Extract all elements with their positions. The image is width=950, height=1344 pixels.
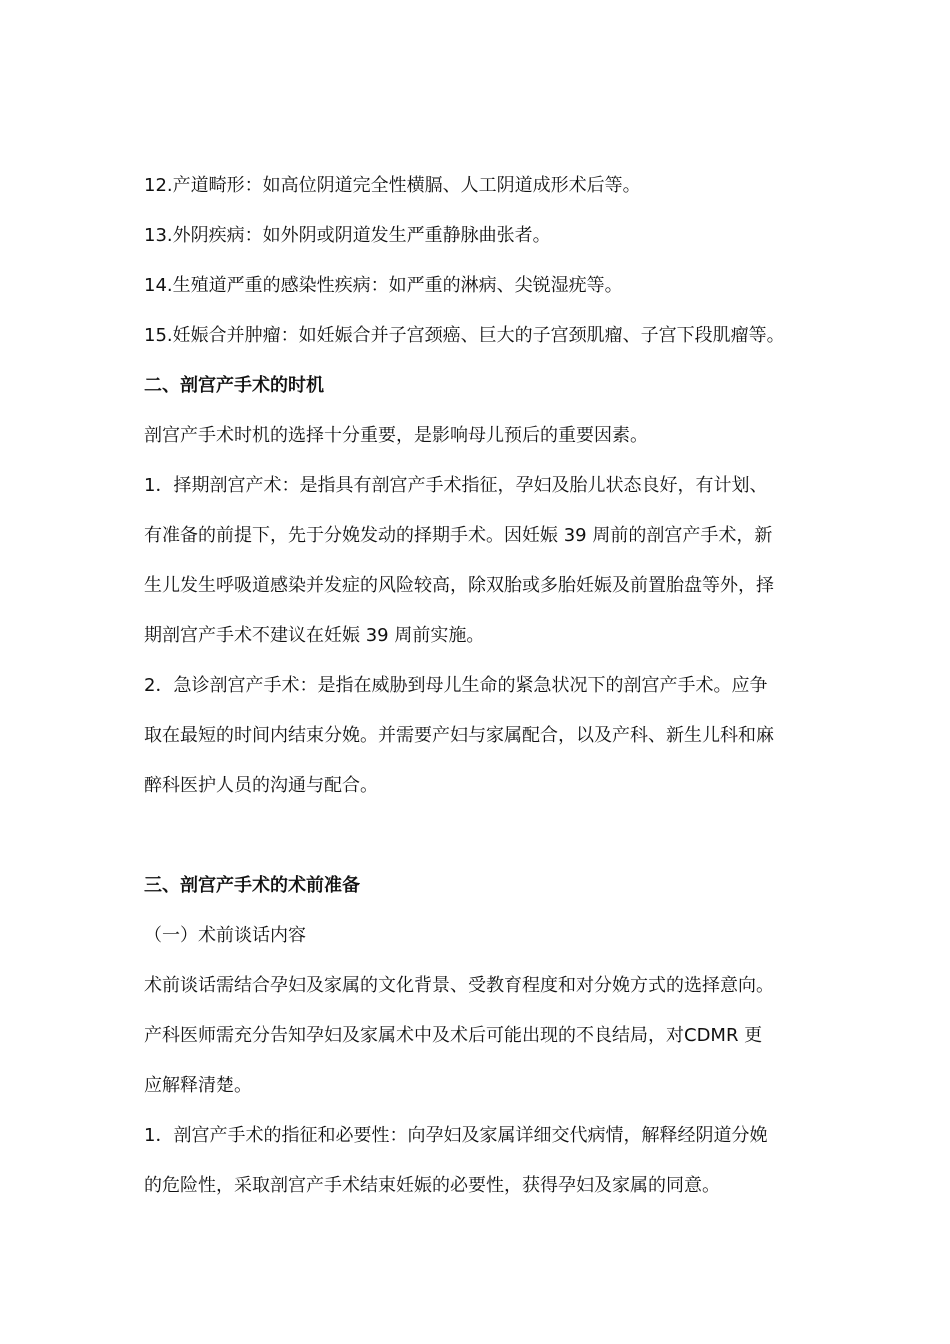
text-line-15-tumor: 15.妊娠合并肿瘤：如妊娠合并子宫颈癌、巨大的子宫颈肌瘤、子宫下段肌瘤等。 (144, 325, 785, 346)
text-line-emergency-3: 醉科医护人员的沟通与配合。 (144, 775, 378, 796)
text-line-elective-3: 生儿发生呼吸道感染并发症的风险较高，除双胎或多胎妊娠及前置胎盘等外，择 (144, 575, 774, 596)
text-line-indication-1: 1．剖宫产手术的指征和必要性：向孕妇及家属详细交代病情，解释经阴道分娩 (144, 1125, 768, 1146)
text-line-elective-2: 有准备的前提下，先于分娩发动的择期手术。因妊娠 39 周前的剖宫产手术，新 (144, 525, 773, 546)
text-line-14-infection: 14.生殖道严重的感染性疾病：如严重的淋病、尖锐湿疣等。 (144, 275, 623, 296)
text-line-timing-intro: 剖宫产手术时机的选择十分重要，是影响母儿预后的重要因素。 (144, 425, 648, 446)
text-line-elective-4: 期剖宫产手术不建议在妊娠 39 周前实施。 (144, 625, 485, 646)
section-heading-preparation: 三、剖宫产手术的术前准备 (144, 875, 360, 896)
text-line-consultation-2: 产科医师需充分告知孕妇及家属术中及术后可能出现的不良结局，对CDMR 更 (144, 1025, 763, 1046)
text-line-indication-2: 的危险性，采取剖宫产手术结束妊娠的必要性，获得孕妇及家属的同意。 (144, 1175, 720, 1196)
text-line-consultation-1: 术前谈话需结合孕妇及家属的文化背景、受教育程度和对分娩方式的选择意向。 (144, 975, 774, 996)
text-line-elective-1: 1．择期剖宫产术：是指具有剖宫产手术指征，孕妇及胎儿状态良好，有计划、 (144, 475, 768, 496)
text-line-12-birth-canal: 12.产道畸形：如高位阴道完全性横膈、人工阴道成形术后等。 (144, 175, 641, 196)
text-line-emergency-2: 取在最短的时间内结束分娩。并需要产妇与家属配合，以及产科、新生儿科和麻 (144, 725, 774, 746)
text-line-consultation-3: 应解释清楚。 (144, 1075, 252, 1096)
subsection-heading-consultation: （一）术前谈话内容 (144, 925, 306, 946)
text-line-emergency-1: 2．急诊剖宫产手术：是指在威胁到母儿生命的紧急状况下的剖宫产手术。应争 (144, 675, 768, 696)
section-heading-timing: 二、剖宫产手术的时机 (144, 375, 324, 396)
text-line-13-vulvar-disease: 13.外阴疾病：如外阴或阴道发生严重静脉曲张者。 (144, 225, 551, 246)
